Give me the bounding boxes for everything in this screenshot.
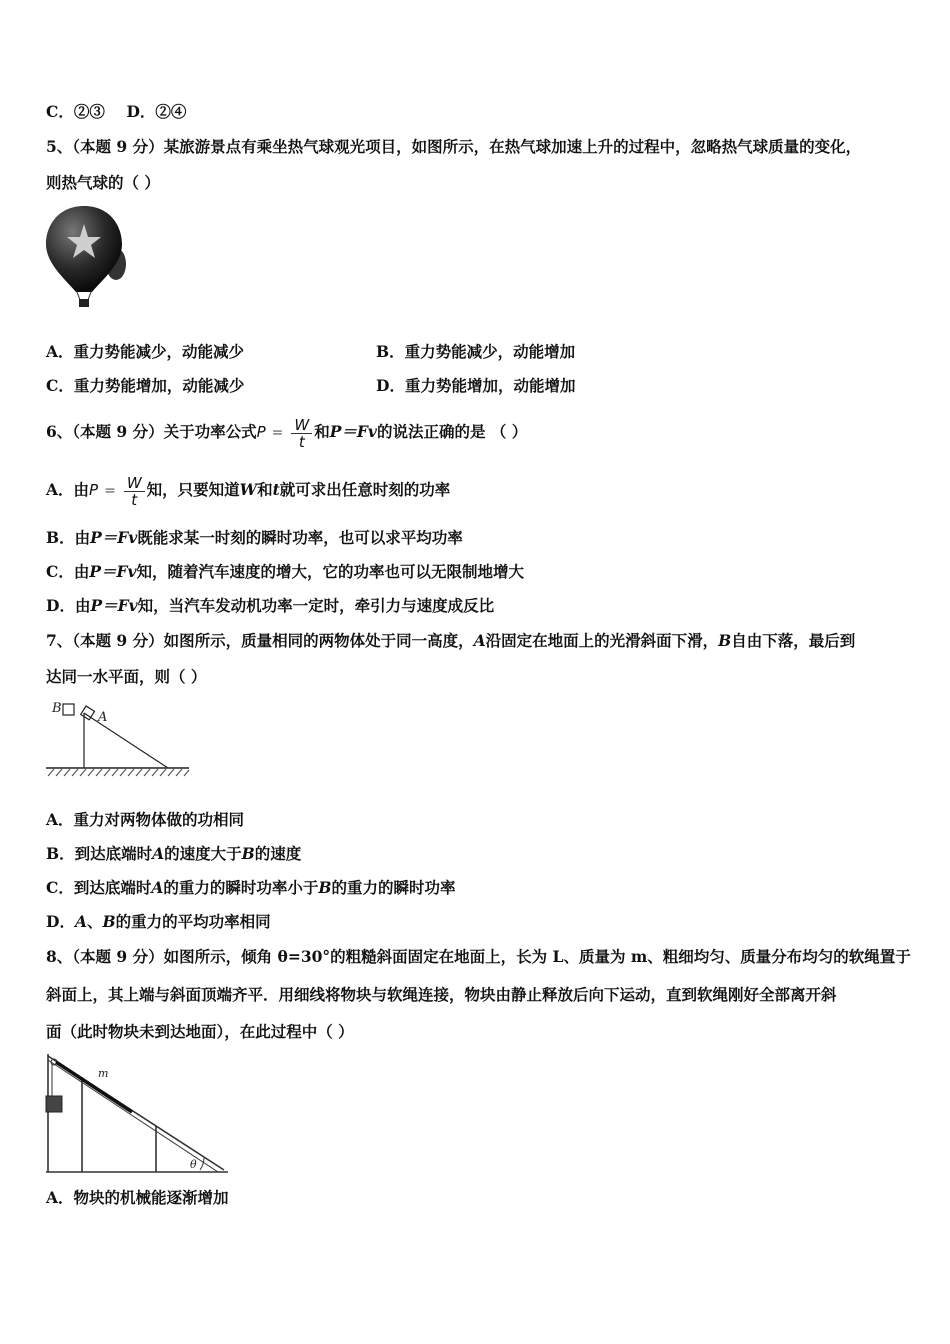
q8-option-a[interactable]: A．物块的机械能逐渐增加	[46, 1188, 229, 1207]
ground-hatching	[48, 769, 189, 776]
q8-stem-line3: 面（此时物块未到达地面），在此过程中（ ）	[46, 1022, 354, 1041]
q7-d-b: B	[102, 912, 116, 931]
q5-option-a[interactable]: A．重力势能减少，动能减少	[46, 342, 245, 361]
formula-eq: =	[271, 425, 284, 441]
q4-option-c[interactable]: C．②③	[46, 102, 105, 121]
q8-stem-line2: 斜面上，其上端与斜面顶端齐平．用细线将物块与软绳连接，物块由静止释放后向下运动，直到软绳刚好全部离开斜	[46, 985, 837, 1004]
q7-stem-line2: 达同一水平面，则（ ）	[46, 667, 207, 686]
q7-option-b[interactable]	[46, 844, 301, 864]
q6-a-and: 和	[257, 480, 273, 499]
q7-option-c[interactable]	[46, 878, 456, 898]
q6-option-d[interactable]	[46, 596, 494, 616]
q6-c-suffix: 知，随着汽车速度的增大，它的功率也可以无限制地增大	[136, 562, 525, 581]
q7-text-c: 自由下落，最后到	[731, 631, 856, 650]
q6-d-suffix: 知，当汽车发动机功率一定时，牵引力与速度成反比	[137, 596, 495, 615]
q7-d-a: A	[74, 912, 87, 931]
angle-arc	[200, 1158, 204, 1170]
q4-option-d[interactable]: D．②④	[126, 102, 187, 121]
incline-surface	[84, 713, 168, 768]
label-a: A	[98, 710, 108, 725]
q6-middle: 和	[314, 422, 330, 441]
label-theta: θ	[190, 1158, 197, 1171]
q6-option-a[interactable]	[46, 472, 450, 509]
q6-b-suffix: 既能求某一时刻的瞬时功率，也可以求平均功率	[137, 528, 463, 547]
q6-b-prefix: B．由	[46, 528, 91, 547]
formula-numerator: W	[291, 417, 312, 434]
block-b	[63, 704, 74, 715]
q7-c-mid: 的重力的瞬时功率小于	[163, 878, 319, 897]
hot-air-balloon-figure	[44, 204, 128, 308]
label-m: m	[98, 1067, 109, 1080]
formula-denominator: t	[131, 490, 138, 509]
q7-d-sep: 、	[86, 912, 103, 931]
block-a	[81, 706, 95, 720]
q7-b: B	[718, 631, 732, 650]
q7-c-suffix: 的重力的瞬时功率	[331, 878, 456, 897]
formula-numerator: W	[124, 475, 145, 492]
incline-figure-q7	[44, 698, 194, 782]
q7-d-prefix: D．	[46, 912, 75, 931]
q6-d-prefix: D．由	[46, 596, 91, 615]
formula-denominator: t	[298, 432, 305, 451]
q6-stem	[46, 414, 527, 451]
formula-fraction	[124, 475, 145, 508]
q4-options-cd	[46, 102, 186, 122]
q7-b-prefix: B．到达底端时	[46, 844, 153, 863]
q7-stem-line1	[46, 631, 855, 651]
q7-b-suffix: 的速度	[254, 844, 302, 863]
q6-option-c[interactable]	[46, 562, 524, 582]
q6-option-b[interactable]	[46, 528, 463, 548]
q6-a-w: W	[239, 480, 258, 499]
q6-c-prefix: C．由	[46, 562, 90, 581]
q7-c-b: B	[318, 878, 332, 897]
formula-fraction	[291, 417, 312, 450]
q6-suffix: 的说法正确的是 （ ）	[376, 422, 528, 441]
q5-option-b[interactable]: B．重力势能减少，动能增加	[376, 342, 576, 361]
formula-eq: =	[104, 483, 116, 499]
q6-a-text2: 就可求出任意时刻的功率	[279, 480, 451, 499]
q7-text-b: 沿固定在地面上的光滑斜面下滑，	[485, 631, 719, 650]
q5-option-c[interactable]: C．重力势能增加，动能减少	[46, 376, 245, 395]
formula-p: P	[89, 481, 99, 499]
q7-b-mid: 的速度大于	[164, 844, 242, 863]
q6-c-pfv: P＝Fv	[89, 562, 137, 581]
q5-stem-line2: 则热气球的（ ）	[46, 173, 160, 192]
q5-option-d[interactable]: D．重力势能增加，动能增加	[376, 376, 576, 395]
q6-b-pfv: P＝Fv	[90, 528, 138, 547]
q6-d-pfv: P＝Fv	[90, 596, 138, 615]
q6-a-t: t	[272, 480, 280, 499]
soft-rope	[56, 1062, 132, 1112]
q8-stem-line1: 8、（本题 9 分）如图所示，倾角 θ=30°的粗糙斜面固定在地面上，长为 L、质量为 m、粗细均匀、质量分布均匀的软绳置于	[46, 947, 911, 966]
q7-c-prefix: C．到达底端时	[46, 878, 152, 897]
q6-a-prefix: A．由	[46, 480, 90, 499]
q6-prefix: 6、（本题 9 分）关于功率公式	[46, 422, 257, 441]
hanging-block	[46, 1096, 62, 1112]
q6-a-text1: 知，只要知道	[146, 480, 240, 499]
q6-pfv: P＝Fv	[329, 422, 377, 441]
q7-c-a: A	[151, 878, 164, 897]
incline-figure-q8	[44, 1052, 230, 1176]
formula-p: P	[256, 423, 266, 441]
q7-b-b: B	[241, 844, 255, 863]
label-b: B	[52, 701, 62, 716]
q7-a: A	[473, 631, 486, 650]
q7-option-d[interactable]	[46, 912, 271, 932]
basket	[79, 299, 89, 307]
q7-b-a: A	[152, 844, 165, 863]
q7-option-a[interactable]: A．重力对两物体做的功相同	[46, 810, 245, 829]
q5-stem-line1: 5、（本题 9 分）某旅游景点有乘坐热气球观光项目，如图所示，在热气球加速上升的过程中，忽略热气球质量的变化，	[46, 137, 862, 156]
q7-text-a: 7、（本题 9 分）如图所示，质量相同的两物体处于同一高度，	[46, 631, 474, 650]
q7-d-suffix: 的重力的平均功率相同	[115, 912, 271, 931]
